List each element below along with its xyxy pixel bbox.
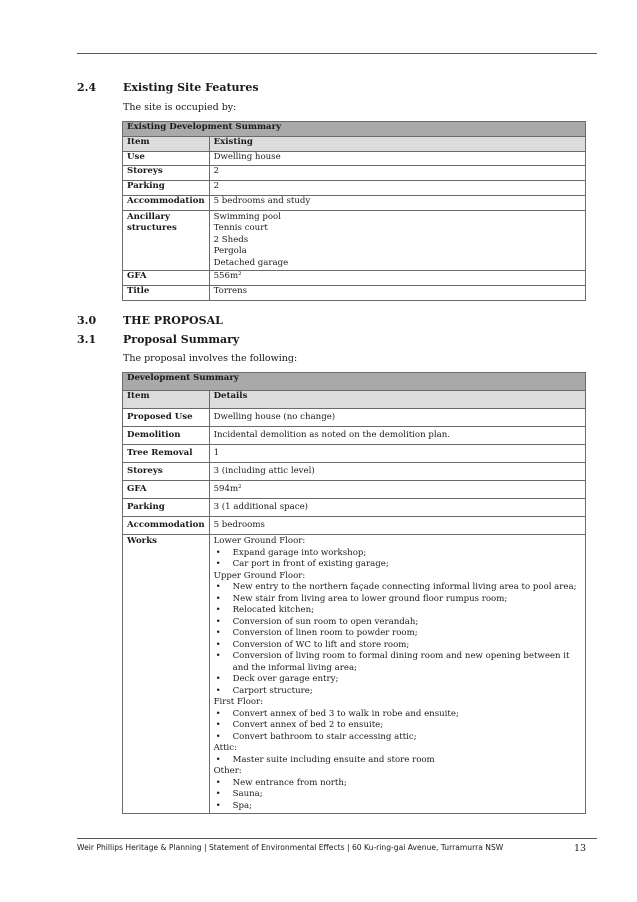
page-number: 13 (574, 843, 587, 854)
table-row (123, 517, 586, 535)
value-line: 2 Sheds (213, 234, 249, 245)
section-number: 3.0 (77, 314, 97, 327)
section-title: THE PROPOSAL (123, 314, 223, 327)
column-header: Details (209, 391, 585, 409)
list-item: • Convert annex of bed 2 to ensuite; (214, 720, 581, 732)
row-label: Demolition (123, 427, 210, 445)
section-intro: The proposal involves the following: (123, 353, 298, 364)
table-row (123, 463, 586, 481)
row-value: 3 (including attic level) (209, 463, 585, 481)
table-header-row (123, 391, 586, 409)
row-value (209, 151, 585, 166)
works-group-label: Upper Ground Floor: (213, 570, 306, 581)
existing-development-table (122, 121, 586, 301)
table-row (123, 210, 586, 271)
list-item: • Conversion of WC to lift and store room; (214, 640, 581, 652)
value-line: Dwelling house (213, 151, 281, 162)
table-row-works (123, 535, 586, 814)
list-item: • Master suite including ensuite and store room (214, 755, 581, 767)
row-label: Storeys (123, 166, 210, 181)
value-line: Pergola (213, 246, 247, 257)
section-number: 2.4 (77, 81, 97, 94)
works-bullet-list (214, 548, 581, 571)
list-item: • Convert bathroom to stair accessing attic; (214, 732, 581, 744)
row-value (209, 195, 585, 210)
list-item: • Car port in front of existing garage; (214, 559, 581, 571)
row-label: Proposed Use (123, 409, 210, 427)
row-value: Incidental demolition as noted on the demolition plan. (209, 427, 585, 445)
list-item: • New entrance from north; (214, 778, 581, 790)
row-label: Tree Removal (123, 445, 210, 463)
row-label: GFA (123, 481, 210, 499)
works-group-label: Attic: (213, 743, 237, 753)
table-row (123, 409, 586, 427)
list-item: • Deck over garage entry; (214, 674, 581, 686)
value-line: 2 (213, 181, 220, 192)
works-bullet-list (214, 582, 581, 697)
list-item: • Spa; (214, 801, 581, 813)
column-header: Existing (209, 136, 585, 151)
table-row (123, 151, 586, 166)
row-label: Title (123, 286, 210, 301)
row-label: Parking (123, 499, 210, 517)
value-line: Swimming pool (213, 211, 281, 222)
list-item: • Relocated kitchen; (214, 605, 581, 617)
works-bullet-list (214, 778, 581, 813)
table-row (123, 499, 586, 517)
section-title: Proposal Summary (123, 333, 240, 346)
header-rule (77, 53, 597, 54)
row-value (209, 210, 585, 271)
column-header: Item (123, 391, 210, 409)
row-label: Storeys (123, 463, 210, 481)
works-bullet-list (214, 755, 581, 767)
value-line: 2 (213, 166, 220, 177)
value-line: Torrens (213, 286, 248, 297)
value-line: Detached garage (213, 257, 289, 268)
value-line: 5 bedrooms and study (213, 195, 311, 206)
works-details (209, 535, 585, 814)
row-label: Accommodation (123, 517, 210, 535)
value-line: Tennis court (213, 223, 268, 234)
row-label: Parking (123, 181, 210, 196)
row-value (209, 166, 585, 181)
row-label: Accommodation (123, 195, 210, 210)
table-row (123, 181, 586, 196)
row-value (209, 286, 585, 301)
table-row (123, 195, 586, 210)
works-group-label: First Floor: (213, 697, 264, 707)
row-label: Ancillary structures (123, 210, 210, 271)
list-item: • Conversion of linen room to powder room; (214, 628, 581, 640)
development-summary-table (122, 372, 586, 814)
row-label: GFA (123, 271, 210, 286)
section-title: Existing Site Features (123, 81, 259, 94)
row-value: 3 (1 additional space) (209, 499, 585, 517)
footer-text: Weir Phillips Heritage & Planning | Statement of Environmental Effects | 60 Ku-ring-gai Avenue, Turramurra NSW (77, 843, 504, 852)
list-item: • New stair from living area to lower ground floor rumpus room; (214, 594, 581, 606)
footer-rule (77, 838, 597, 839)
table-row (123, 445, 586, 463)
row-value: 1 (209, 445, 585, 463)
works-group-label: Other: (213, 766, 242, 776)
table-caption: Existing Development Summary (123, 122, 586, 137)
table-row (123, 271, 586, 286)
table-row (123, 427, 586, 445)
list-item: • Conversion of living room to formal dining room and new opening between it and the informal living area; (214, 651, 581, 674)
row-value (209, 271, 585, 286)
list-item: • Sauna; (214, 789, 581, 801)
table-row (123, 481, 586, 499)
list-item: • Conversion of sun room to open verandah; (214, 617, 581, 629)
row-value: Dwelling house (no change) (209, 409, 585, 427)
column-header: Item (123, 136, 210, 151)
table-caption-row (123, 122, 586, 137)
table-caption-row (123, 373, 586, 391)
list-item: • New entry to the northern façade connecting informal living area to pool area; (214, 582, 581, 594)
table-row (123, 166, 586, 181)
list-item: • Expand garage into workshop; (214, 548, 581, 560)
table-row (123, 286, 586, 301)
works-bullet-list (214, 709, 581, 744)
section-number: 3.1 (77, 333, 97, 346)
row-value: 594m² (209, 481, 585, 499)
section-intro: The site is occupied by: (123, 102, 237, 113)
list-item: • Carport structure; (214, 686, 581, 698)
table-caption: Development Summary (123, 373, 586, 391)
row-value (209, 181, 585, 196)
table-header-row (123, 136, 586, 151)
row-label: Works (123, 535, 210, 814)
list-item: • Convert annex of bed 3 to walk in robe and ensuite; (214, 709, 581, 721)
row-label: Use (123, 151, 210, 166)
value-line: 556m² (213, 271, 242, 282)
works-group-label: Lower Ground Floor: (213, 536, 306, 546)
row-value: 5 bedrooms (209, 517, 585, 535)
